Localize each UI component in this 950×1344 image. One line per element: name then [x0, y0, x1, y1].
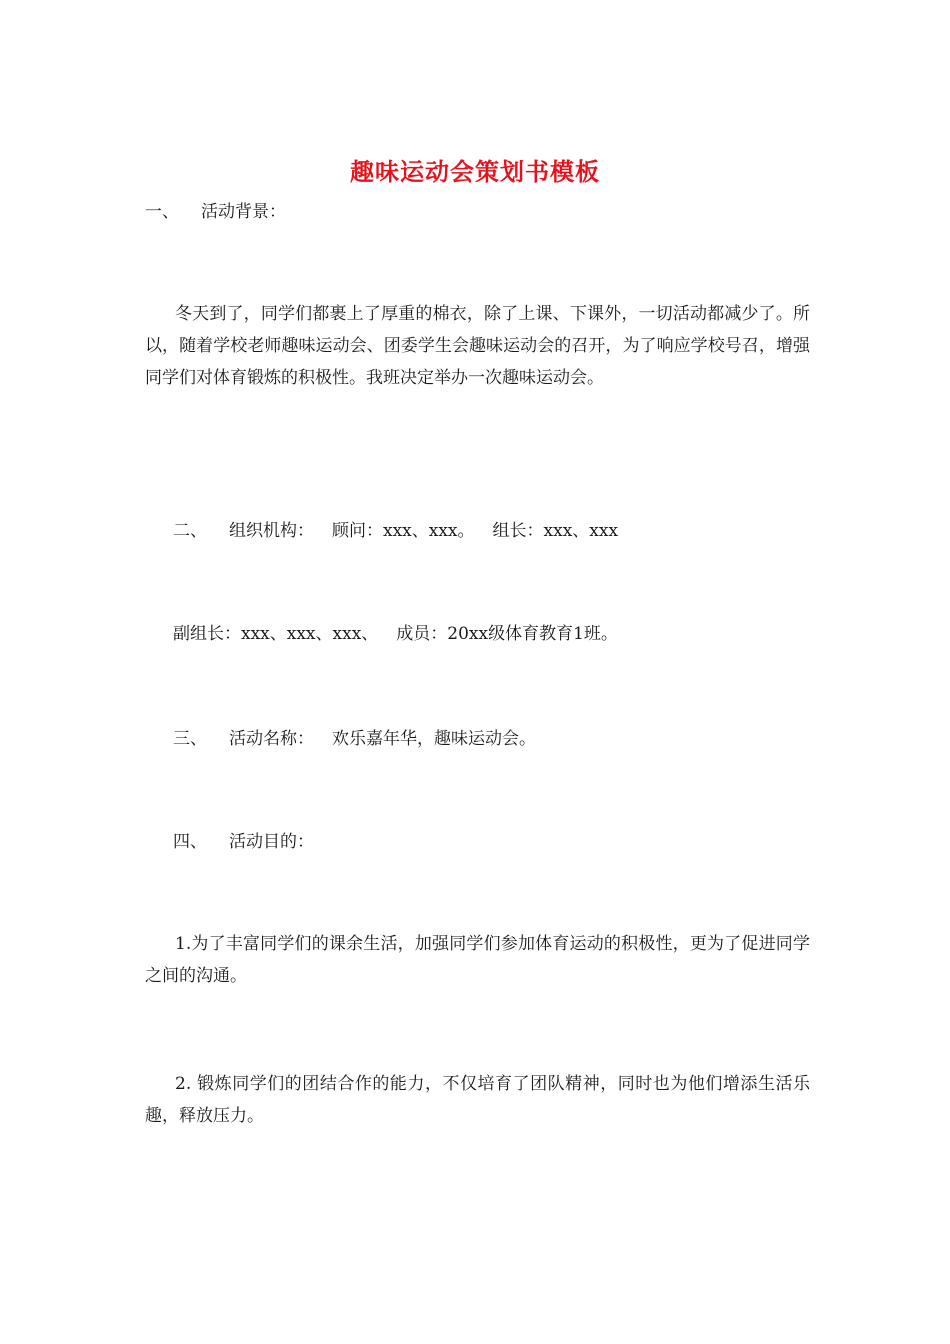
section-2-advisors: 顾问：xxx、xxx。	[332, 521, 475, 541]
section-2-leaders: 组长：xxx、xxx	[492, 521, 619, 541]
section-4-title: 活动目的：	[229, 832, 314, 852]
section-1-body: 冬天到了，同学们都裹上了厚重的棉衣，除了上课、下课外，一切活动都减少了。所以，随着学校老师趣味运动会、团委学生会趣味运动会的召开，为了响应学校号召，增强同学们对体育锻炼的积极性。我班决定举办一次趣味运动会。	[145, 304, 810, 388]
section-3-name: 欢乐嘉年华，趣味运动会。	[332, 729, 536, 749]
section-4-number: 四、	[173, 832, 207, 852]
section-4-heading	[173, 826, 843, 858]
section-2-title: 组织机构：	[229, 521, 314, 541]
section-2-number: 二、	[173, 521, 207, 541]
section-2-members: 成员：20xx级体育教育1班。	[396, 624, 618, 644]
section-2-heading	[173, 515, 843, 547]
section-3-heading	[173, 723, 843, 755]
section-2-deputy: 副组长：xxx、xxx、xxx、	[173, 624, 379, 644]
section-1-title: 活动背景：	[201, 202, 286, 222]
section-4-item-2: 2. 锻炼同学们的团结合作的能力，不仅培育了团队精神，同时也为他们增添生活乐趣，释放压力。	[145, 1074, 810, 1126]
section-3-title: 活动名称：	[229, 729, 314, 749]
section-3-number: 三、	[173, 729, 207, 749]
section-1-number: 一、	[145, 202, 179, 222]
document-title: 趣味运动会策划书模板	[350, 157, 600, 186]
section-1-heading	[145, 196, 815, 228]
section-4-item-1: 1.为了丰富同学们的课余生活，加强同学们参加体育运动的积极性，更为了促进同学之间的沟通。	[145, 934, 810, 986]
section-2-deputy-line	[173, 618, 843, 650]
